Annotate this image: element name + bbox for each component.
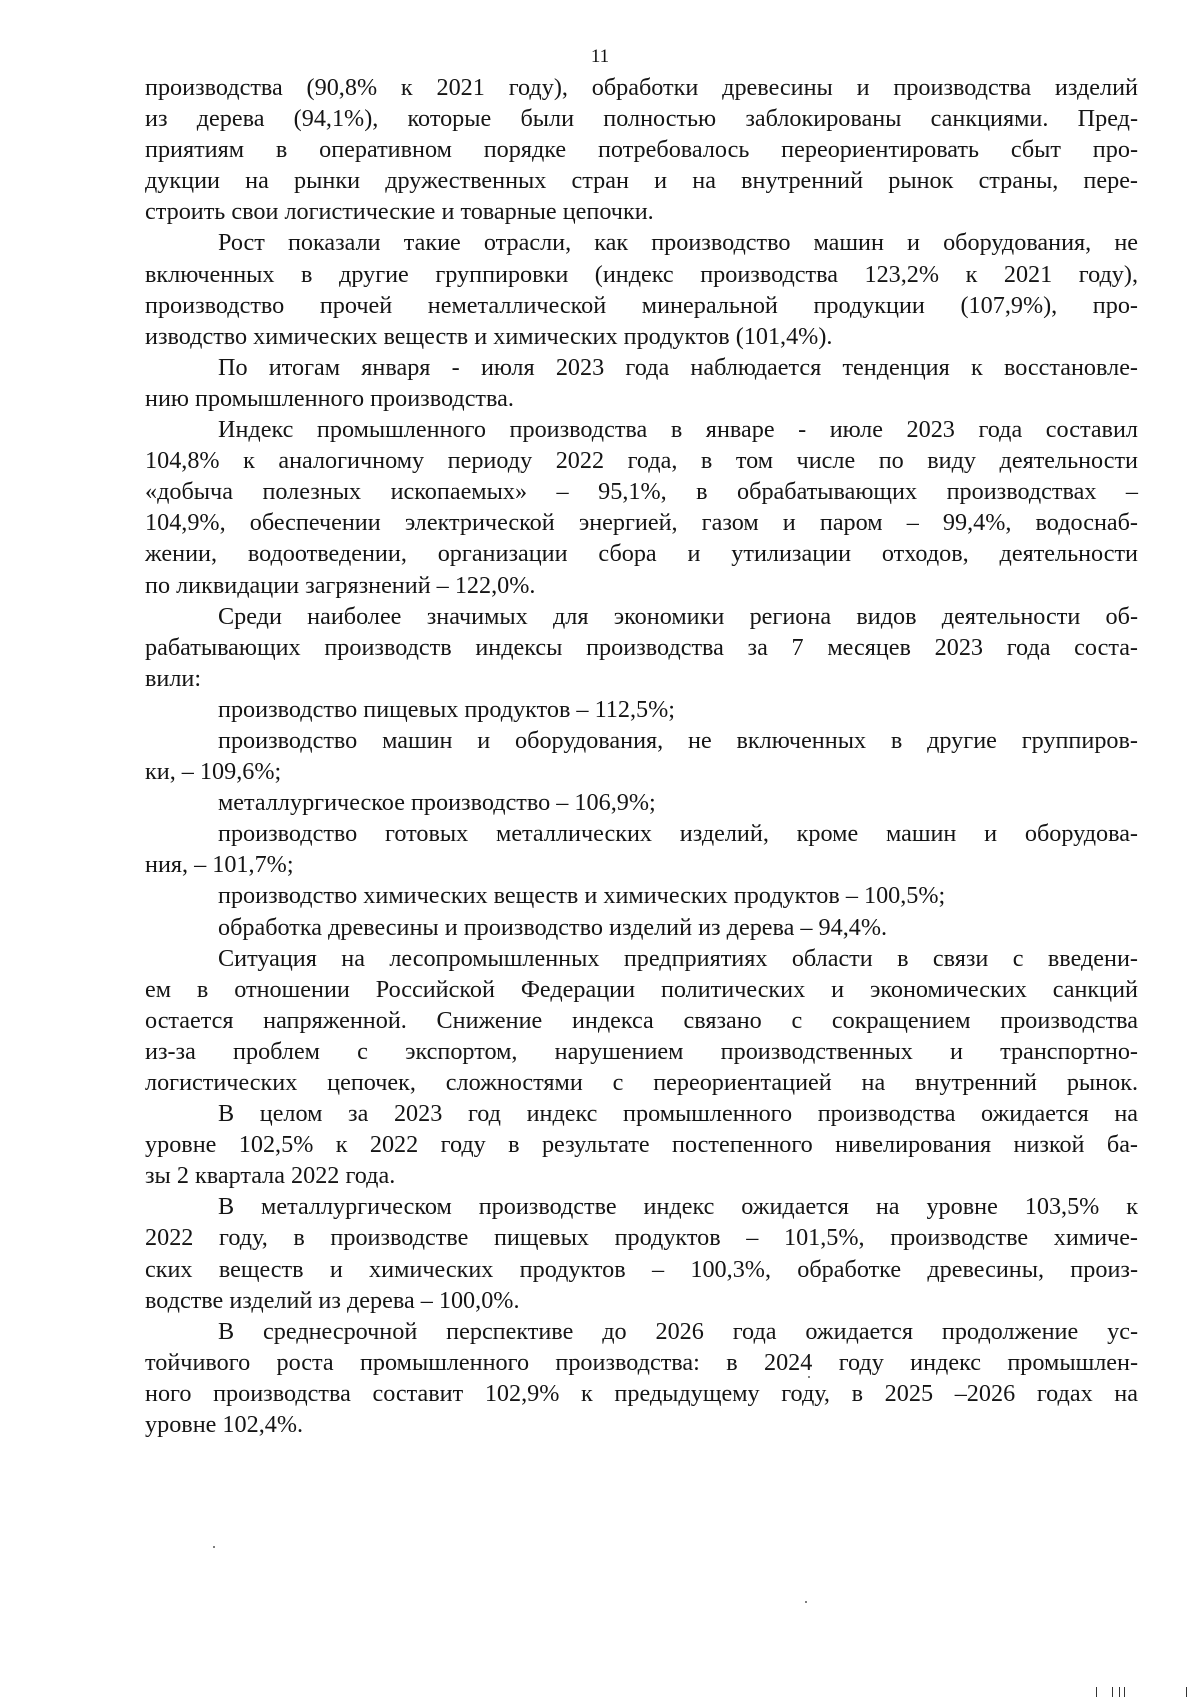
text-line: уровне 102,4%.: [145, 1411, 304, 1439]
text-line: производства (90,8% к 2021 году), обработки древесины и производства изделий: [145, 74, 1138, 101]
text-line: ния, – 101,7%;: [145, 851, 294, 879]
text-line: производство химических веществ и химических продуктов – 100,5%;: [218, 882, 946, 910]
text-line: приятиям в оперативном порядке потребовалось переориентировать сбыт про-: [145, 136, 1138, 164]
text-line: рабатывающих производств индексы производства за 7 месяцев 2023 года соста-: [145, 633, 1138, 661]
text-line: производство готовых металлических изделий, кроме машин и оборудова-: [218, 820, 1138, 848]
text-line: включенных в другие группировки (индекс производства 123,2% к 2021 году),: [145, 260, 1138, 288]
text-line: дукции на рынки дружественных стран и на внутренний рынок страны, пере-: [145, 167, 1138, 195]
text-line: 104,9%, обеспечении электрической энергией, газом и паром – 99,4%, водоснаб-: [145, 509, 1138, 537]
text-line: уровне 102,5% к 2022 году в результате постепенного нивелирования низкой ба-: [145, 1131, 1138, 1159]
text-line: нию промышленного производства.: [145, 384, 514, 412]
text-line: ки, – 109,6%;: [145, 758, 282, 786]
scan-speck: [213, 1546, 215, 1548]
text-line: остается напряженной. Снижение индекса связано с сокращением производства: [145, 1006, 1138, 1034]
text-line: производство пищевых продуктов – 112,5%;: [218, 695, 675, 723]
scan-speck: [808, 1376, 810, 1378]
text-line: тойчивого роста промышленного производства: в 2024 году индекс промышлен-: [145, 1348, 1138, 1376]
scan-edge-marks: [1040, 1683, 1200, 1697]
text-line: зы 2 квартала 2022 года.: [145, 1162, 396, 1190]
text-line: вили:: [145, 664, 202, 692]
text-line: изводство химических веществ и химических продуктов (101,4%).: [145, 322, 833, 350]
text-line: ного производства составит 102,9% к предыдущему году, в 2025 –2026 годах на: [145, 1379, 1138, 1407]
text-line: ских веществ и химических продуктов – 100,3%, обработке древесины, произ-: [145, 1255, 1138, 1283]
text-line: из дерева (94,1%), которые были полностью заблокированы санкциями. Пред-: [145, 105, 1138, 133]
text-line: В среднесрочной перспективе до 2026 года ожидается продолжение ус-: [218, 1317, 1138, 1345]
text-line: обработка древесины и производство изделий из дерева – 94,4%.: [218, 913, 888, 941]
text-line: В металлургическом производстве индекс ожидается на уровне 103,5% к: [218, 1193, 1138, 1221]
text-line: По итогам января - июля 2023 года наблюдается тенденция к восстановле-: [218, 353, 1138, 381]
text-line: «добыча полезных ископаемых» – 95,1%, в обрабатывающих производствах –: [145, 478, 1138, 506]
text-line: металлургическое производство – 106,9%;: [218, 789, 656, 817]
scan-speck: [805, 1601, 807, 1603]
text-line: В целом за 2023 год индекс промышленного производства ожидается на: [218, 1100, 1138, 1128]
text-line: из-за проблем с экспортом, нарушением производственных и транспортно-: [145, 1037, 1138, 1065]
text-line: водстве изделий из дерева – 100,0%.: [145, 1286, 520, 1314]
text-line: логистических цепочек, сложностями с переориентацией на внутренний рынок.: [145, 1069, 1138, 1096]
text-line: 104,8% к аналогичному периоду 2022 года, в том числе по виду деятельности: [145, 447, 1138, 475]
text-line: жении, водоотведении, организации сбора и утилизации отходов, деятельности: [145, 540, 1138, 568]
text-line: Ситуация на лесопромышленных предприятиях области в связи с введени-: [218, 944, 1138, 972]
text-line: по ликвидации загрязнений – 122,0%.: [145, 571, 536, 599]
text-line: Рост показали такие отрасли, как производство машин и оборудования, не: [218, 229, 1138, 257]
text-line: производство прочей неметаллической минеральной продукции (107,9%), про-: [145, 291, 1138, 319]
document-body: [145, 72, 1138, 1440]
text-line: ем в отношении Российской Федерации политических и экономических санкций: [145, 975, 1138, 1003]
text-line: строить свои логистические и товарные цепочки.: [145, 198, 654, 226]
text-line: производство машин и оборудования, не включенных в другие группиров-: [218, 726, 1138, 754]
text-line: 2022 году, в производстве пищевых продуктов – 101,5%, производстве химиче-: [145, 1224, 1138, 1252]
text-line: Среди наиболее значимых для экономики региона видов деятельности об-: [218, 602, 1138, 630]
page-number: 11: [590, 46, 610, 67]
text-line: Индекс промышленного производства в январе - июле 2023 года составил: [218, 416, 1138, 444]
